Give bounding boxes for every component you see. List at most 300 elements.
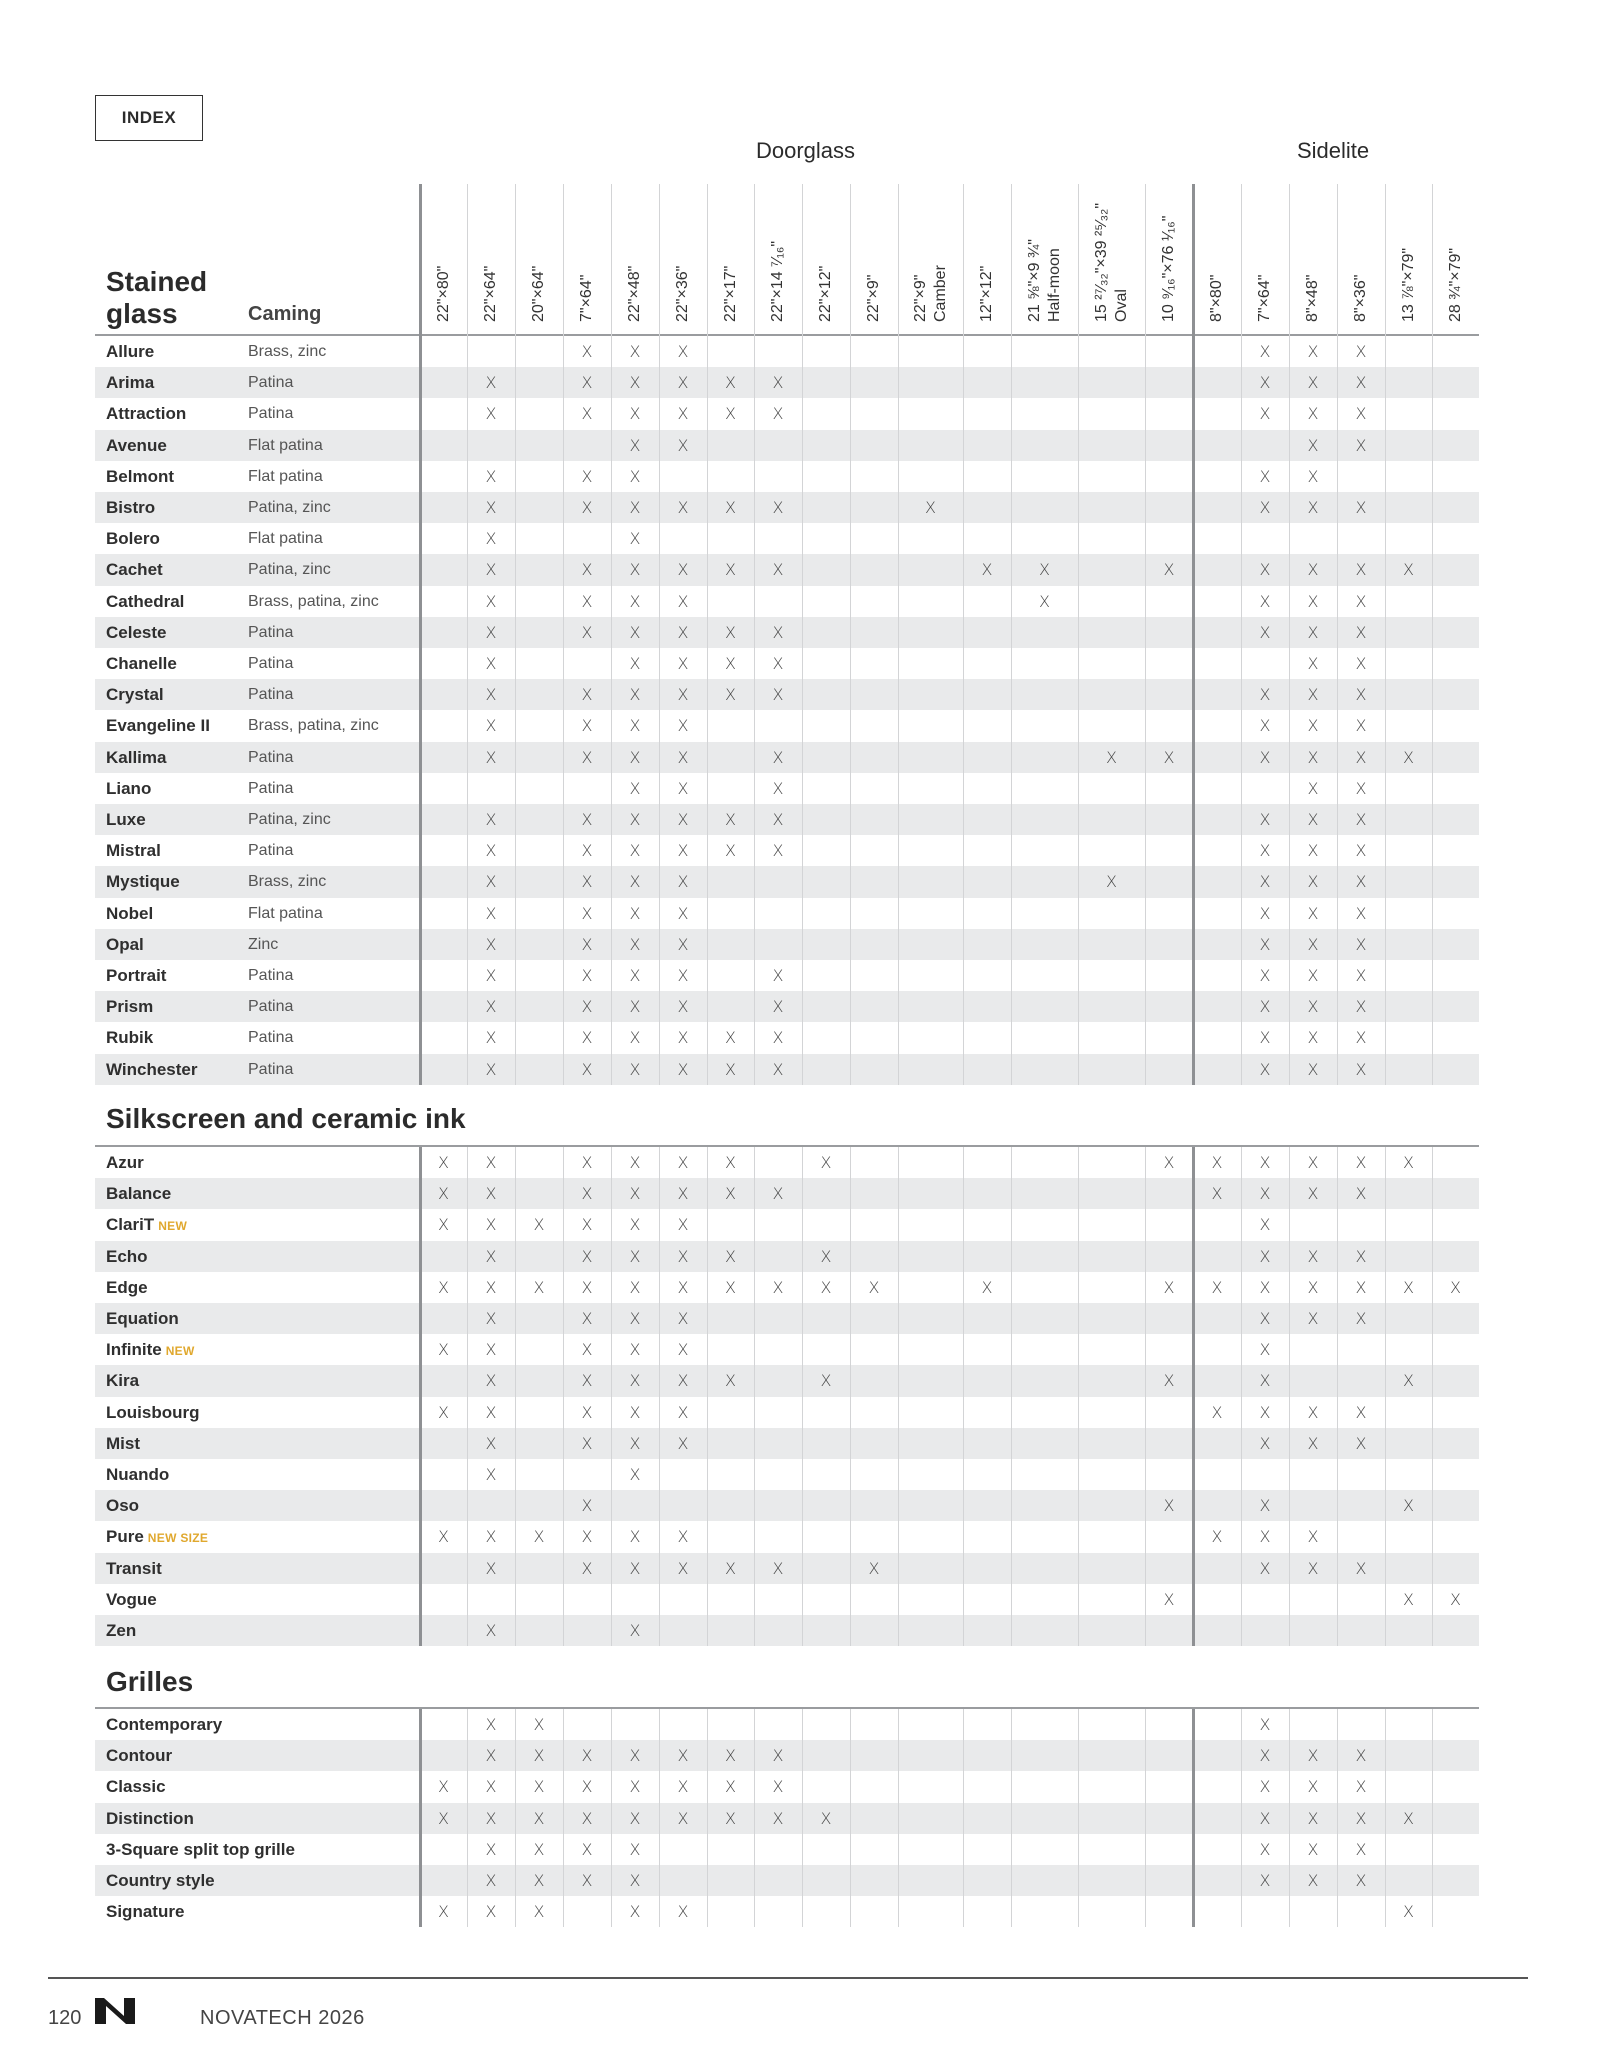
availability-mark: X (629, 716, 641, 736)
column-header (577, 275, 597, 322)
availability-mark: X (485, 1621, 497, 1640)
availability-mark: X (485, 1527, 497, 1547)
product-name (106, 1147, 144, 1178)
caming-type: Patina (248, 405, 294, 423)
availability-mark: X (629, 498, 641, 517)
availability-mark: X (1307, 716, 1319, 736)
availability-mark: X (629, 1184, 641, 1204)
availability-mark: X (581, 1184, 593, 1204)
availability-mark: X (677, 872, 689, 892)
availability-mark: X (820, 1153, 832, 1172)
availability-mark: X (1259, 560, 1271, 580)
column-divider (802, 1709, 803, 1927)
caming-type: Brass, zinc (248, 343, 327, 360)
caming-type: Patina (248, 655, 294, 672)
availability-mark: X (581, 622, 593, 642)
grilles-section-title: Grilles (106, 1666, 194, 1697)
column-size-label: 22"×48" (626, 265, 643, 322)
availability-mark: X (1355, 1184, 1367, 1204)
availability-mark: X (772, 1808, 784, 1828)
availability-mark: X (677, 498, 689, 517)
availability-mark: X (725, 404, 736, 424)
availability-mark: X (772, 373, 784, 393)
column-divider (1385, 184, 1386, 1085)
product-name (106, 898, 153, 929)
availability-mark: X (629, 903, 641, 923)
availability-mark: X (485, 1871, 497, 1890)
availability-mark: X (725, 841, 736, 861)
column-header (1159, 216, 1179, 322)
product-name (106, 1584, 157, 1615)
caming-type: Brass, patina, zinc (248, 592, 379, 610)
caming-type: Flat patina (248, 436, 323, 454)
availability-mark: X (485, 747, 497, 767)
column-divider (563, 184, 564, 1085)
column-divider (754, 1147, 755, 1646)
column-divider (802, 1147, 803, 1646)
availability-mark: X (677, 591, 689, 611)
product-name-text: 3-Square split top grille (106, 1839, 295, 1859)
availability-mark: X (925, 498, 936, 517)
product-name-text: Transit (106, 1558, 162, 1578)
availability-mark: X (1307, 1309, 1319, 1328)
product-name-text: Luxe (106, 810, 146, 829)
availability-mark: X (677, 1059, 689, 1079)
availability-mark: X (1307, 1746, 1319, 1766)
availability-mark: X (581, 1215, 593, 1235)
availability-mark: X (1403, 1371, 1414, 1391)
availability-mark: X (1307, 560, 1319, 580)
availability-mark: X (629, 1902, 641, 1922)
column-divider (1011, 1709, 1012, 1927)
product-name-text: Azur (106, 1153, 144, 1172)
availability-mark: X (1259, 1777, 1271, 1797)
column-divider (898, 184, 899, 1085)
availability-mark: X (1307, 1246, 1319, 1266)
availability-mark: X (581, 747, 593, 767)
product-name (106, 1178, 171, 1209)
column-size-label: 28 ¾"×79" (1446, 247, 1464, 322)
column-divider (963, 184, 964, 1085)
availability-mark: X (581, 560, 593, 580)
sidelite-group-label: Sidelite (1297, 138, 1370, 163)
availability-mark: X (485, 685, 497, 705)
availability-mark: X (1355, 747, 1367, 767)
column-divider (467, 184, 468, 1085)
availability-mark: X (629, 1777, 641, 1797)
availability-mark: X (485, 1465, 497, 1484)
availability-mark: X (725, 1558, 736, 1578)
product-name-text: Allure (106, 342, 155, 361)
caming-type: Patina (248, 1029, 294, 1047)
caming-type: Patina (248, 623, 294, 641)
column-divider (1241, 1709, 1242, 1927)
availability-mark: X (772, 778, 784, 798)
availability-mark: X (581, 810, 593, 829)
availability-mark: X (1259, 1340, 1271, 1360)
product-name-text: Country style (106, 1871, 215, 1890)
availability-mark: X (581, 498, 593, 517)
availability-mark: X (772, 622, 784, 642)
availability-mark: X (1307, 342, 1319, 361)
availability-mark: X (1355, 1558, 1367, 1578)
product-name-text: Mist (106, 1433, 140, 1453)
availability-mark: X (725, 1153, 736, 1172)
column-header (529, 266, 549, 322)
availability-mark: X (485, 1839, 497, 1859)
availability-mark: X (1355, 903, 1367, 923)
column-divider (1145, 1709, 1146, 1927)
availability-mark: X (1307, 778, 1319, 798)
availability-mark: X (772, 560, 784, 580)
availability-mark: X (677, 685, 689, 705)
product-name (106, 742, 166, 773)
column-divider (611, 1709, 612, 1927)
availability-mark: X (629, 591, 641, 611)
column-divider (850, 1709, 851, 1927)
availability-mark: X (677, 1558, 689, 1578)
availability-mark: X (981, 560, 993, 580)
availability-mark: X (1307, 1433, 1319, 1453)
availability-mark: X (581, 1028, 593, 1048)
column-header (721, 266, 741, 322)
availability-mark: X (629, 654, 641, 673)
column-divider (898, 1709, 899, 1927)
footer-divider (48, 1977, 1528, 1979)
availability-mark: X (485, 622, 497, 642)
product-name (106, 586, 184, 617)
product-name (106, 804, 146, 835)
column-divider (1192, 1147, 1195, 1646)
column-header (768, 241, 788, 322)
column-header (1399, 248, 1419, 322)
availability-mark: X (1163, 560, 1175, 580)
availability-mark: X (1355, 498, 1367, 517)
availability-mark: X (725, 373, 736, 393)
availability-mark: X (1355, 373, 1367, 393)
caming-type: Patina (248, 967, 294, 984)
availability-mark: X (1259, 1527, 1271, 1547)
availability-mark: X (629, 1059, 641, 1079)
column-header (1207, 275, 1227, 322)
availability-mark: X (1403, 1589, 1414, 1609)
availability-mark: X (772, 747, 784, 767)
column-header (1255, 275, 1275, 322)
availability-mark: X (629, 747, 641, 767)
availability-mark: X (1355, 1808, 1367, 1828)
availability-mark: X (629, 1028, 641, 1048)
availability-mark: X (485, 934, 497, 954)
availability-mark: X (725, 622, 736, 642)
availability-mark: X (533, 1527, 545, 1547)
availability-mark: X (1355, 1309, 1367, 1328)
availability-mark: X (1403, 1902, 1414, 1922)
availability-mark: X (1355, 810, 1367, 829)
availability-mark: X (677, 1028, 689, 1048)
availability-mark: X (1106, 872, 1117, 892)
availability-mark: X (1259, 934, 1271, 954)
availability-mark: X (485, 404, 497, 424)
product-name-text: Liano (106, 778, 152, 798)
column-size-label: 13 ⅞"×79" (1399, 247, 1417, 322)
availability-mark: X (438, 1153, 449, 1172)
column-size-label: 20"×64" (530, 265, 547, 322)
availability-mark: X (485, 997, 497, 1017)
availability-mark: X (1259, 716, 1271, 736)
availability-mark: X (677, 1433, 689, 1453)
availability-mark: X (533, 1715, 545, 1734)
product-name (106, 492, 155, 523)
availability-mark: X (1163, 1589, 1175, 1609)
availability-mark: X (485, 1402, 497, 1422)
availability-mark: X (485, 1184, 497, 1204)
column-size-label: 22"×80" (434, 265, 452, 322)
availability-mark: X (725, 1246, 736, 1266)
availability-mark: X (1355, 435, 1367, 455)
availability-mark: X (1355, 778, 1367, 798)
availability-mark: X (485, 1808, 497, 1828)
column-header (481, 266, 501, 322)
availability-mark: X (1307, 1871, 1319, 1890)
availability-mark: X (629, 1153, 641, 1172)
column-divider (1289, 184, 1290, 1085)
column-divider (754, 184, 755, 1085)
availability-mark: X (1307, 1153, 1319, 1172)
availability-mark: X (772, 1277, 784, 1297)
product-name (106, 773, 151, 804)
availability-mark: X (485, 529, 497, 549)
availability-mark: X (629, 1340, 641, 1360)
product-name (106, 960, 166, 991)
availability-mark: X (581, 1808, 593, 1828)
availability-mark: X (677, 1309, 689, 1328)
column-divider (850, 1147, 851, 1646)
column-divider (707, 1709, 708, 1927)
table-row (95, 1896, 1479, 1927)
product-name (106, 617, 166, 648)
product-name-text: Bistro (106, 498, 156, 517)
availability-mark: X (1307, 435, 1319, 455)
availability-mark: X (725, 810, 736, 829)
availability-mark: X (581, 1496, 593, 1516)
column-divider (1078, 184, 1079, 1085)
availability-mark: X (1259, 747, 1271, 767)
availability-mark: X (629, 435, 641, 455)
doorglass-group-label: Doorglass (756, 138, 856, 163)
availability-mark: X (1403, 1496, 1414, 1516)
column-header (625, 266, 645, 322)
product-name-text: Avenue (106, 435, 167, 455)
column-divider (707, 184, 708, 1085)
availability-mark: X (1259, 1309, 1271, 1328)
column-divider (1432, 184, 1433, 1085)
availability-mark: X (677, 810, 689, 829)
availability-mark: X (1259, 1277, 1271, 1297)
availability-mark: X (581, 1871, 593, 1890)
availability-mark: X (485, 466, 497, 486)
product-name-text: Attraction (106, 404, 187, 424)
availability-mark: X (485, 872, 497, 892)
availability-mark: X (1307, 747, 1319, 767)
availability-mark: X (581, 841, 593, 861)
availability-mark: X (1259, 872, 1271, 892)
availability-mark: X (581, 903, 593, 923)
availability-mark: X (1307, 466, 1319, 486)
availability-mark: X (772, 1746, 784, 1766)
column-divider (802, 184, 803, 1085)
availability-mark: X (1259, 591, 1271, 611)
availability-mark: X (1355, 1028, 1367, 1048)
product-name (106, 1615, 136, 1646)
availability-mark: X (438, 1340, 449, 1360)
availability-mark: X (533, 1902, 545, 1922)
availability-mark: X (1307, 404, 1319, 424)
availability-mark: X (1259, 1028, 1271, 1048)
availability-mark: X (1307, 1558, 1319, 1578)
column-divider (707, 1147, 708, 1646)
availability-mark: X (629, 466, 641, 486)
column-shape-label: Oval (1112, 289, 1130, 322)
caming-type: Patina, zinc (248, 499, 331, 516)
product-name-text: Prism (106, 997, 154, 1017)
product-name (106, 679, 164, 710)
product-name (106, 336, 154, 367)
availability-mark: X (485, 1371, 497, 1391)
column-divider (1289, 1147, 1290, 1646)
caming-type: Patina (248, 686, 294, 704)
availability-mark: X (485, 1340, 497, 1360)
availability-mark: X (677, 1902, 689, 1922)
availability-mark: X (725, 1777, 736, 1797)
caming-type: Patina (248, 779, 294, 797)
availability-mark: X (581, 685, 593, 705)
product-name-text: Arima (106, 373, 155, 393)
availability-mark: X (629, 1277, 641, 1297)
availability-mark: X (485, 841, 497, 861)
availability-mark: X (1259, 466, 1271, 486)
caming-type: Patina (248, 1060, 294, 1078)
availability-mark: X (1307, 685, 1319, 705)
availability-mark: X (1163, 1496, 1175, 1516)
column-divider (850, 184, 851, 1085)
product-name (106, 367, 154, 398)
availability-mark: X (677, 342, 689, 361)
availability-mark: X (1355, 966, 1367, 985)
availability-mark: X (772, 498, 784, 517)
index-badge: INDEX (95, 95, 203, 141)
availability-mark: X (581, 1433, 593, 1453)
column-divider (1385, 1147, 1386, 1646)
product-name (106, 1054, 197, 1085)
availability-mark: X (1259, 1433, 1271, 1453)
product-name (106, 1803, 194, 1834)
product-name (106, 1709, 222, 1740)
availability-mark: X (533, 1871, 545, 1890)
availability-mark: X (1355, 1839, 1367, 1859)
product-name-text: Echo (106, 1246, 148, 1266)
availability-mark: X (629, 342, 641, 361)
availability-mark: X (1307, 1777, 1319, 1797)
availability-mark: X (725, 1808, 736, 1828)
availability-mark: X (485, 1309, 497, 1328)
availability-mark: X (1307, 1028, 1319, 1048)
availability-mark: X (772, 1028, 784, 1048)
availability-mark: X (677, 1402, 689, 1422)
availability-mark: X (533, 1746, 545, 1766)
new-badge: NEW (158, 1219, 188, 1234)
new-badge: NEW SIZE (147, 1531, 209, 1546)
availability-mark: X (1355, 404, 1367, 424)
availability-mark: X (485, 1215, 497, 1235)
availability-mark: X (868, 1277, 880, 1297)
availability-mark: X (725, 1371, 736, 1391)
column-header (673, 266, 693, 322)
column-size-label: 7"×64" (578, 274, 595, 322)
column-size-label: 12"×12" (978, 265, 995, 322)
availability-mark: X (485, 903, 497, 923)
product-name-text: Nuando (106, 1465, 170, 1484)
availability-mark: X (581, 1246, 593, 1266)
availability-mark: X (485, 1433, 497, 1453)
stained-glass-title: Stained glass (106, 266, 208, 329)
column-divider (1011, 184, 1012, 1085)
caming-type: Brass, zinc (248, 873, 327, 891)
availability-mark: X (438, 1808, 449, 1828)
column-divider (515, 184, 516, 1085)
column-divider (754, 1709, 755, 1927)
availability-mark: X (1039, 560, 1050, 580)
availability-mark: X (772, 404, 784, 424)
availability-mark: X (629, 1465, 641, 1484)
availability-mark: X (1355, 1433, 1367, 1453)
column-header (1303, 275, 1323, 322)
availability-mark: X (772, 1777, 784, 1797)
availability-mark: X (485, 1028, 497, 1048)
product-name-text: Crystal (106, 685, 164, 705)
availability-mark: X (1163, 747, 1175, 767)
column-divider (1432, 1147, 1433, 1646)
column-header (1446, 248, 1466, 322)
column-divider (1385, 1709, 1386, 1927)
availability-mark: X (629, 1402, 641, 1422)
availability-mark: X (868, 1558, 880, 1578)
column-header (864, 275, 884, 322)
availability-mark: X (629, 622, 641, 642)
column-divider (898, 1147, 899, 1646)
column-divider (1337, 184, 1338, 1085)
column-size-label: 22"×12" (817, 265, 834, 322)
product-name-text: Equation (106, 1309, 179, 1328)
product-name (106, 461, 174, 492)
column-divider (1145, 184, 1146, 1085)
column-header (1351, 275, 1371, 322)
availability-mark: X (1211, 1402, 1223, 1422)
availability-mark: X (1259, 1746, 1271, 1766)
availability-mark: X (1307, 872, 1319, 892)
availability-mark: X (485, 560, 497, 580)
availability-mark: X (1307, 373, 1319, 393)
product-name-text: Zen (106, 1621, 137, 1640)
availability-mark: X (581, 934, 593, 954)
new-badge: NEW (165, 1344, 195, 1359)
availability-mark: X (629, 1371, 641, 1391)
column-size-label: 22"×17" (721, 265, 739, 322)
availability-mark: X (1355, 654, 1367, 673)
availability-mark: X (1259, 373, 1271, 393)
availability-mark: X (581, 1371, 593, 1391)
column-divider (467, 1147, 468, 1646)
availability-mark: X (485, 1277, 497, 1297)
